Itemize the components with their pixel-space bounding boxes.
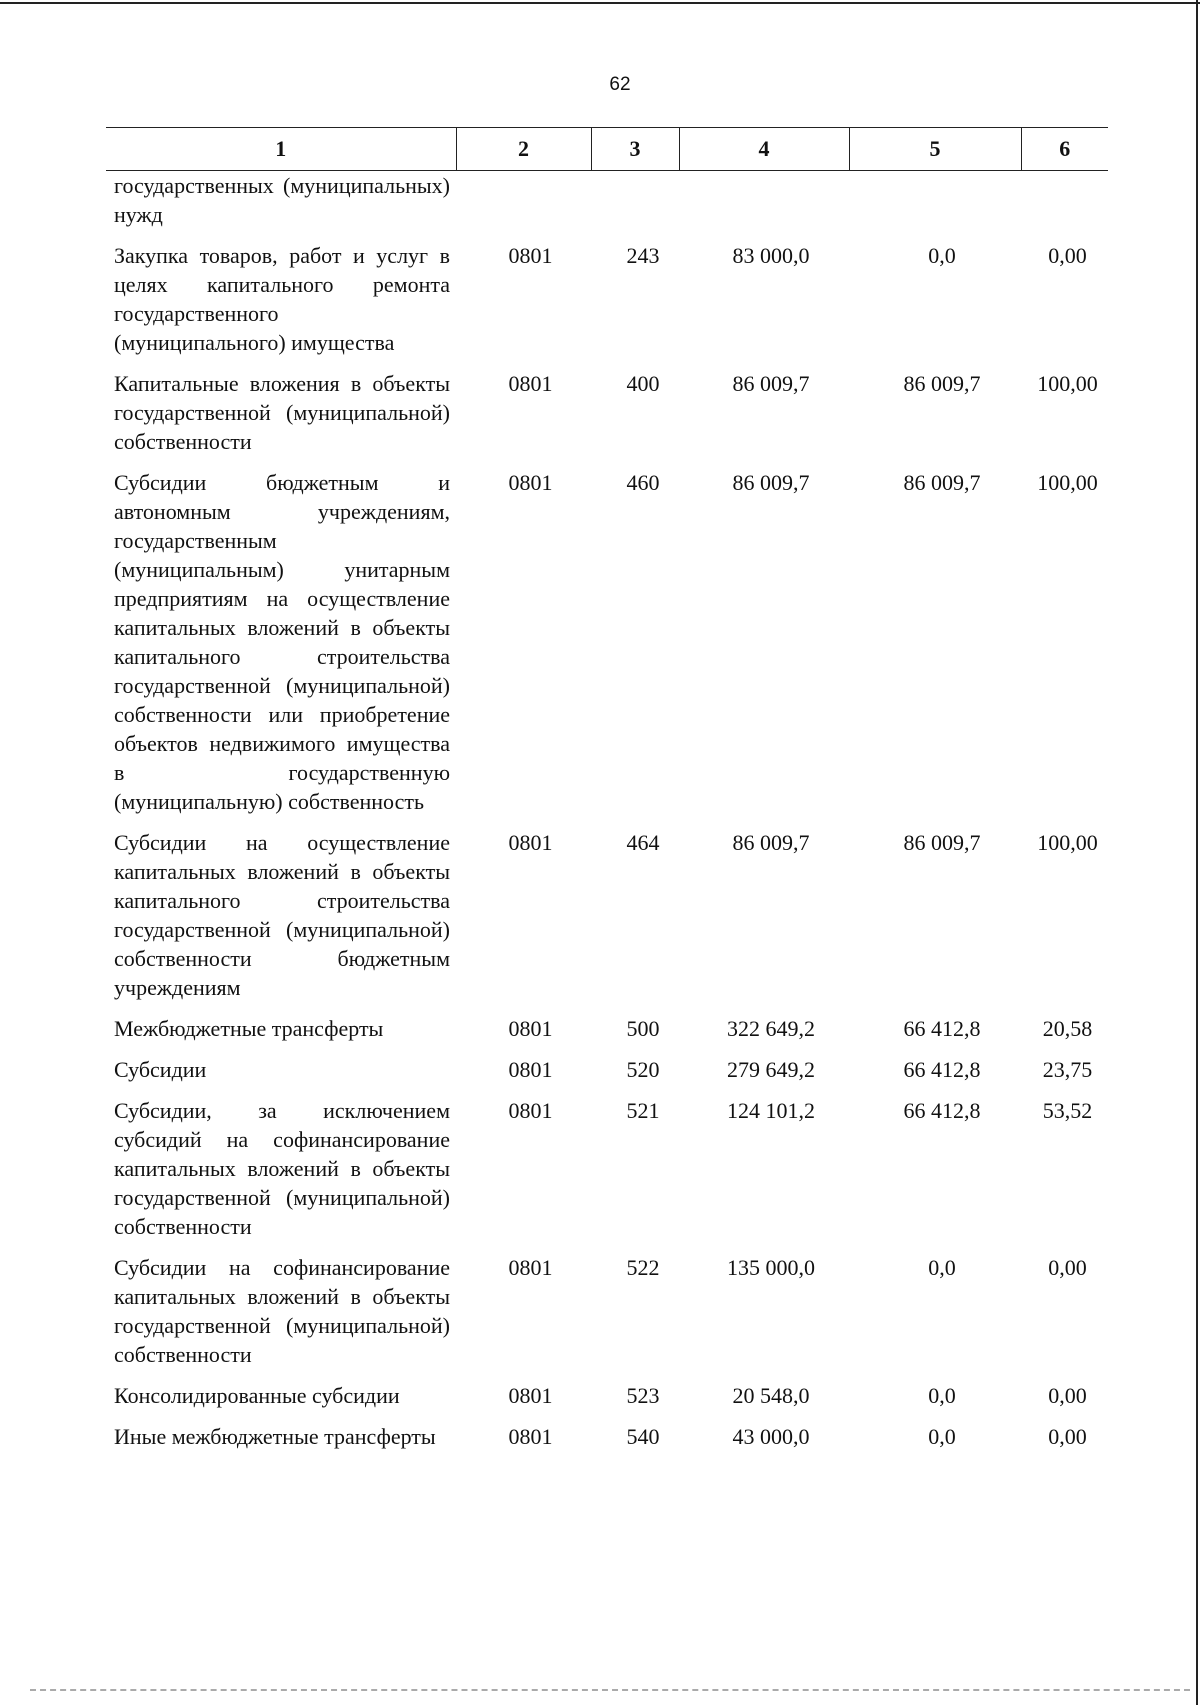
row-name: Консолидированные субсидии (114, 1383, 400, 1408)
row-name: Субсидии бюджетным и автономным учреждениям, государственным (муниципальным) унитарным предприятиям на осуществление капитальных вложений в объекты капитального строительства государственной (муниципальной) собственности или приобретение объектов недвижимого имущества в государственную (муниципальную) собственность (114, 470, 450, 814)
row-percent: 100,00 (1037, 470, 1098, 495)
row-planned (679, 171, 849, 242)
row-planned: 43 000,0 (732, 1424, 810, 1449)
row-percent: 0,00 (1048, 243, 1087, 268)
row-section-code (456, 171, 591, 242)
row-planned: 86 009,7 (732, 470, 810, 495)
row-percent: 0,00 (1048, 1255, 1087, 1280)
column-header-3: 3 (591, 128, 679, 171)
table-row (106, 1422, 1108, 1463)
row-section-code: 0801 (508, 371, 553, 396)
row-percent: 0,00 (1048, 1383, 1087, 1408)
row-executed: 66 412,8 (903, 1098, 981, 1123)
row-section-code: 0801 (508, 470, 553, 495)
budget-table (106, 127, 1108, 1463)
table-row (106, 241, 1108, 369)
row-planned: 83 000,0 (732, 243, 810, 268)
row-name: государственных (муниципальных) нужд (114, 173, 450, 227)
row-section-code: 0801 (508, 243, 553, 268)
row-executed: 86 009,7 (903, 830, 981, 855)
row-section-code: 0801 (508, 1098, 553, 1123)
row-executed: 66 412,8 (903, 1057, 981, 1082)
page-number: 62 (609, 74, 631, 95)
row-percent: 20,58 (1042, 1016, 1093, 1041)
row-expense-type (591, 171, 679, 242)
row-percent: 100,00 (1037, 830, 1098, 855)
row-planned: 322 649,2 (727, 1016, 815, 1041)
row-expense-type: 243 (626, 243, 660, 268)
row-percent (1021, 171, 1108, 242)
table-row (106, 468, 1108, 828)
table-row (106, 1253, 1108, 1381)
table-header-row (106, 128, 1108, 171)
row-name: Субсидии на осуществление капитальных вложений в объекты капитального строительства государственной (муниципальной) собственности бюджетным учреждениям (114, 830, 450, 1000)
row-section-code: 0801 (508, 1057, 553, 1082)
table-row (106, 171, 1108, 242)
row-section-code: 0801 (508, 830, 553, 855)
table-row (106, 1055, 1108, 1096)
row-executed: 0,0 (928, 243, 956, 268)
column-header-1: 1 (106, 128, 456, 171)
scan-top-edge (0, 2, 1200, 4)
row-expense-type: 522 (626, 1255, 660, 1280)
column-header-4: 4 (679, 128, 849, 171)
row-percent: 23,75 (1042, 1057, 1093, 1082)
row-section-code: 0801 (508, 1424, 553, 1449)
row-name: Субсидии на софинансирование капитальных вложений в объекты государственной (муниципальной) собственности (114, 1255, 450, 1367)
row-executed: 86 009,7 (903, 470, 981, 495)
scan-bottom-artifact (30, 1689, 1190, 1691)
row-percent: 100,00 (1037, 371, 1098, 396)
row-planned: 86 009,7 (732, 830, 810, 855)
row-executed: 0,0 (928, 1255, 956, 1280)
row-name: Субсидии (114, 1057, 207, 1082)
table-row (106, 1014, 1108, 1055)
scan-right-edge (1196, 0, 1198, 1705)
column-header-5: 5 (849, 128, 1021, 171)
row-section-code: 0801 (508, 1255, 553, 1280)
column-header-6: 6 (1021, 128, 1108, 171)
row-expense-type: 464 (626, 830, 660, 855)
row-expense-type: 521 (626, 1098, 660, 1123)
row-name: Субсидии, за исключением субсидий на софинансирование капитальных вложений в объекты государственной (муниципальной) собственности (114, 1098, 450, 1239)
row-executed (849, 171, 1021, 242)
row-name: Межбюджетные трансферты (114, 1016, 384, 1041)
row-name: Иные межбюджетные трансферты (114, 1424, 436, 1449)
table-row (106, 1096, 1108, 1253)
row-planned: 124 101,2 (727, 1098, 815, 1123)
row-name: Капитальные вложения в объекты государственной (муниципальной) собственности (114, 371, 450, 454)
row-planned: 135 000,0 (727, 1255, 815, 1280)
row-planned: 279 649,2 (727, 1057, 815, 1082)
row-section-code: 0801 (508, 1383, 553, 1408)
row-percent: 0,00 (1048, 1424, 1087, 1449)
row-planned: 86 009,7 (732, 371, 810, 396)
table-row (106, 369, 1108, 468)
column-header-2: 2 (456, 128, 591, 171)
table-row (106, 828, 1108, 1014)
row-executed: 66 412,8 (903, 1016, 981, 1041)
row-expense-type: 500 (626, 1016, 660, 1041)
row-executed: 0,0 (928, 1383, 956, 1408)
table-row (106, 1381, 1108, 1422)
row-section-code: 0801 (508, 1016, 553, 1041)
row-executed: 86 009,7 (903, 371, 981, 396)
row-percent: 53,52 (1042, 1098, 1093, 1123)
row-expense-type: 460 (626, 470, 660, 495)
row-expense-type: 520 (626, 1057, 660, 1082)
row-expense-type: 523 (626, 1383, 660, 1408)
row-planned: 20 548,0 (732, 1383, 810, 1408)
row-expense-type: 400 (626, 371, 660, 396)
row-executed: 0,0 (928, 1424, 956, 1449)
row-expense-type: 540 (626, 1424, 660, 1449)
row-name: Закупка товаров, работ и услуг в целях капитального ремонта государственного (муниципального) имущества (114, 243, 450, 355)
